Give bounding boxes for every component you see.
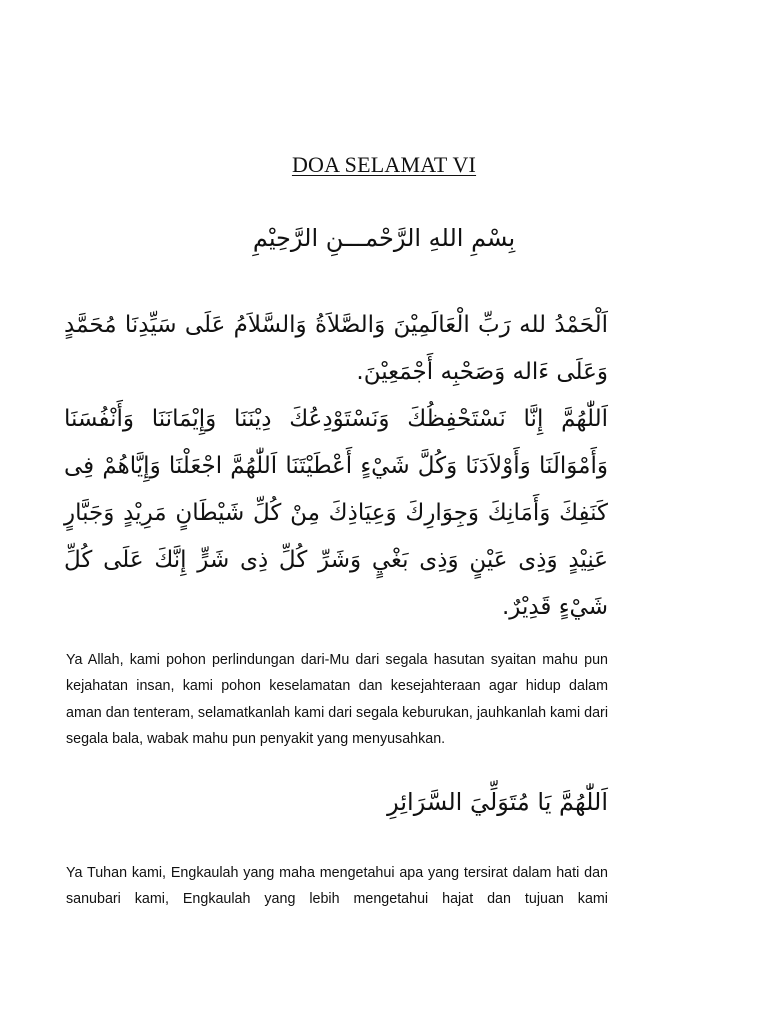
malay-translation-paragraph-2: Ya Tuhan kami, Engkaulah yang maha mengetahui apa yang tersirat dalam hati dan sanubari kami, Engkaulah yang lebih mengetahui hajat dan tujuan kami <box>66 865 608 908</box>
document-title-text: DOA SELAMAT VI <box>291 152 477 177</box>
arabic-paragraph-praise: اَلْحَمْدُ لله رَبِّ الْعَالَمِيْنَ وَالصَّلاَةُ وَالسَّلاَمُ عَلَى سَيِّدِنَا مُحَمَّدٍ وَعَلَى ءَاله وَصَحْبِه أَجْمَعِيْنَ. <box>64 312 608 385</box>
arabic-prayer-block <box>64 302 608 631</box>
arabic-short-supplication: اَللّٰهُمَّ يَا مُتَوَلِّيَ السَّرَائِرِ <box>387 788 608 816</box>
arabic-paragraph-protection: اَللّٰهُمَّ إِنَّا نَسْتَحْفِظُكَ وَنَسْتَوْدِعُكَ دِيْنَنَا وَإِيْمَانَنَا وَأَنْفُسَنَا وَأَمْوَالَنَا وَأَوْلاَدَنَا وَكُلَّ شَيْءٍ أَعْطَيْتَنَا اَللّٰهُمَّ اجْعَلْنَا وَإِيَّاهُمْ فِى كَنَفِكَ وَأَمَانِكَ وَجِوَارِكَ وَعِيَاذِكَ مِنْ كُلِّ شَيْطَانٍ مَرِيْدٍ وَجَبَّارٍ عَنِيْدٍ وَذِى عَيْنٍ وَذِى بَغْيٍ وَشَرِّ كُلِّ ذِى شَرٍّ إِنَّكَ عَلَى كُلِّ شَيْءٍ قَدِيْرٌ. <box>64 406 608 620</box>
malay-translation-paragraph: Ya Allah, kami pohon perlindungan dari-Mu dari segala hasutan syaitan mahu pun kejahatan insan, kami pohon keselamatan dan kesejahteraan agar hidup dalam aman dan tenteram, selamatkanlah kami dari segala keburukan, jauhkanlah kami dari segala bala, wabak mahu pun penyakit yang menyusahkan. <box>66 652 608 747</box>
basmala: بِسْمِ اللهِ الرَّحْمـــنِ الرَّحِيْمِ <box>252 224 516 252</box>
document-title <box>0 152 768 178</box>
